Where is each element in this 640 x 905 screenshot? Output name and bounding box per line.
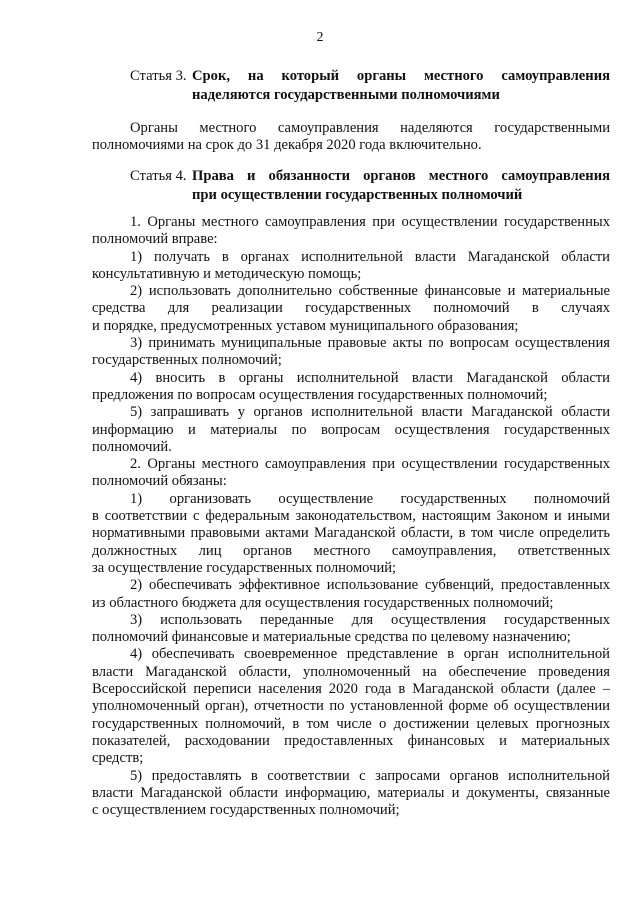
text-line: должностных лиц органов местного самоуправления, ответственных [92, 542, 610, 559]
article-3-label: Статья 3. [130, 68, 187, 84]
text-line: полномочий обязаны: [92, 473, 227, 490]
article-4-heading [130, 167, 610, 204]
text-line: государственных полномочий, в том числе о достижении целевых прогнозных [92, 715, 610, 732]
text-line: полномочий. [92, 438, 172, 455]
text-line: предложения по вопросам осуществления государственных полномочий; [92, 386, 548, 403]
article-3-heading [130, 67, 610, 104]
text-line: показателей, расходовании предоставленных финансовых и материальных [92, 732, 610, 749]
text-line: средств; [92, 750, 144, 767]
text-line: полномочий вправе: [92, 231, 218, 248]
text-line: консультативную и методическую помощь; [92, 265, 362, 282]
text-line: в соответствии с федеральным законодательством, настоящим Законом и иными [92, 508, 610, 525]
text-line: полномочий финансовые и материальные средства по целевому назначению; [92, 629, 571, 646]
text-line: Органы местного самоуправления наделяются государственными [130, 120, 610, 136]
article-4-body [92, 214, 610, 819]
text-line: 5) предоставлять в соответствии с запросами органов исполнительной [130, 767, 610, 784]
text-line: уполномоченный орган), отчетности по установленной форме об осуществлении [92, 698, 610, 715]
text-line: 5) запрашивать у органов исполнительной власти Магаданской области [130, 404, 610, 421]
text-line: государственных полномочий; [92, 352, 282, 369]
text-line: 2. Органы местного самоуправления при осуществлении государственных [130, 456, 610, 473]
text-line: нормативными правовыми актами Магаданской области, в том числе определить [92, 525, 610, 542]
article-4-title-line1: Права и обязанности органов местного самоуправления [192, 168, 610, 184]
article-4-label: Статья 4. [130, 168, 187, 184]
text-line: 1) получать в органах исполнительной власти Магаданской области [130, 248, 610, 265]
text-line: информацию и материалы по вопросам осуществления государственных [92, 421, 610, 438]
article-3-body [92, 120, 610, 155]
page-number: 2 [316, 30, 324, 45]
text-line: 3) использовать переданные для осуществления государственных [130, 611, 610, 628]
article-3-title-line2: наделяются государственными полномочиями [192, 86, 500, 103]
text-line: 2) использовать дополнительно собственные финансовые и материальные [130, 283, 610, 300]
text-line: 1) организовать осуществление государственных полномочий [130, 490, 610, 507]
text-line: из областного бюджета для осуществления государственных полномочий; [92, 594, 554, 611]
article-3-title-line1: Срок, на который органы местного самоуправления [192, 68, 610, 84]
text-line: средства для реализации государственных полномочий в случаях [92, 300, 610, 317]
text-line: и порядке, предусмотренных уставом муниципального образования; [92, 317, 519, 334]
text-line: 2) обеспечивать эффективное использование субвенций, предоставленных [130, 577, 610, 594]
text-line: полномочиями на срок до 31 декабря 2020 года включительно. [92, 137, 482, 154]
text-line: власти Магаданской области, уполномоченный на обеспечение проведения [92, 663, 610, 680]
article-4-title-line2: при осуществлении государственных полномочий [192, 186, 523, 203]
text-line: власти Магаданской области информацию, материалы и документы, связанные [92, 784, 610, 801]
text-line: 4) вносить в органы исполнительной власти Магаданской области [130, 369, 610, 386]
text-line: 3) принимать муниципальные правовые акты по вопросам осуществления [130, 335, 610, 352]
text-line: 4) обеспечивать своевременное представление в орган исполнительной [130, 646, 610, 663]
text-line: за осуществление государственных полномочий; [92, 559, 397, 576]
text-line: 1. Органы местного самоуправления при осуществлении государственных [130, 214, 610, 230]
text-line: с осуществлением государственных полномочий; [92, 802, 400, 819]
text-line: Всероссийской переписи населения 2020 года в Магаданской области (далее – [92, 681, 610, 698]
